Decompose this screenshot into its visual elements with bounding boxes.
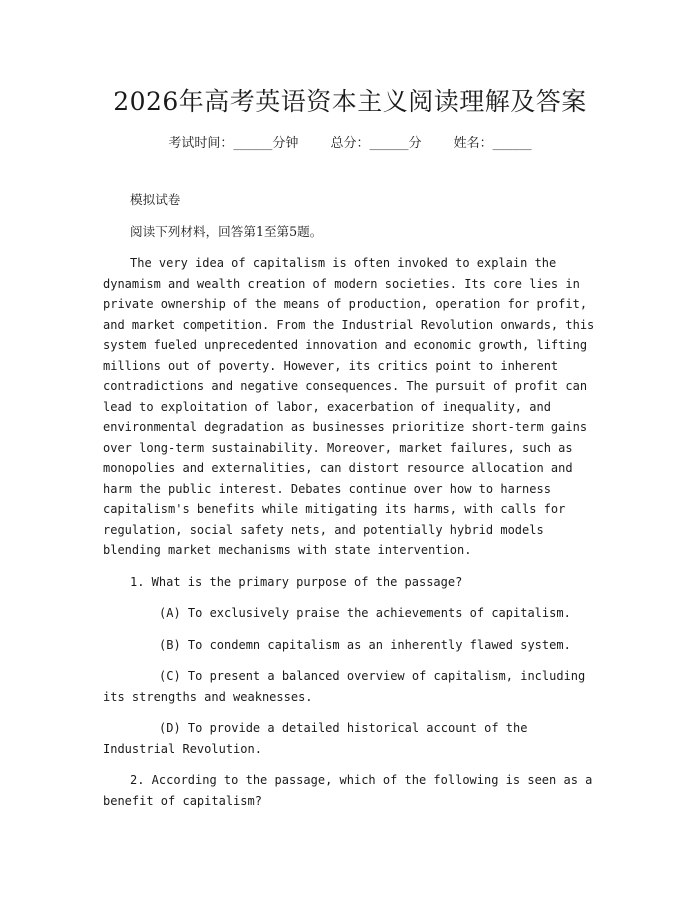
question-1-option-c: (C) To present a balanced overview of capitalism, including its strengths and weaknesses. <box>103 669 586 704</box>
question-1-option-d: (D) To provide a detailed historical account of the Industrial Revolution. <box>103 721 528 756</box>
question-1: 1. What is the primary purpose of the passage? <box>130 574 463 589</box>
exam-score-field: 总分：______分 <box>330 136 422 151</box>
section-label: 模拟试卷 <box>130 192 181 207</box>
question-1-option-a: (A) To exclusively praise the achievements of capitalism. <box>159 606 571 620</box>
instructions: 阅读下列材料，回答第1至第5题。 <box>130 223 323 239</box>
reading-passage: The very idea of capitalism is often invoked to explain the dynamism and wealth creation of modern societies. Its core lies in private ownership of the means of production, operation for profit, and market competition. From the Industrial Revolution onwards, this system fueled unprecedented innovation and economic growth, lifting millions out of poverty. However, its critics point to inherent contradictions and negative consequences. The pursuit of profit can lead to exploitation of labor, exacerbation of inequality, and environmental degradation as businesses prioritize short-term gains over long-term sustainability. Moreover, market failures, such as monopolies and externalities, can distort resource allocation and harm the public interest. Debates continue over how to harness capitalism's benefits while mitigating its harms, with calls for regulation, social safety nets, and potentially hybrid models blending market mechanisms with state intervention. <box>103 256 595 557</box>
document-title: 2026年高考英语资本主义阅读理解及答案 <box>113 87 587 116</box>
question-2: 2. According to the passage, which of the following is seen as a benefit of capitalism? <box>103 773 593 808</box>
question-1-option-b: (B) To condemn capitalism as an inherently flawed system. <box>159 637 571 652</box>
exam-meta-line <box>0 132 700 151</box>
exam-time-field: 考试时间：______分钟 <box>168 136 299 151</box>
exam-name-field: 姓名：______ <box>453 136 532 151</box>
document-body <box>103 190 603 822</box>
